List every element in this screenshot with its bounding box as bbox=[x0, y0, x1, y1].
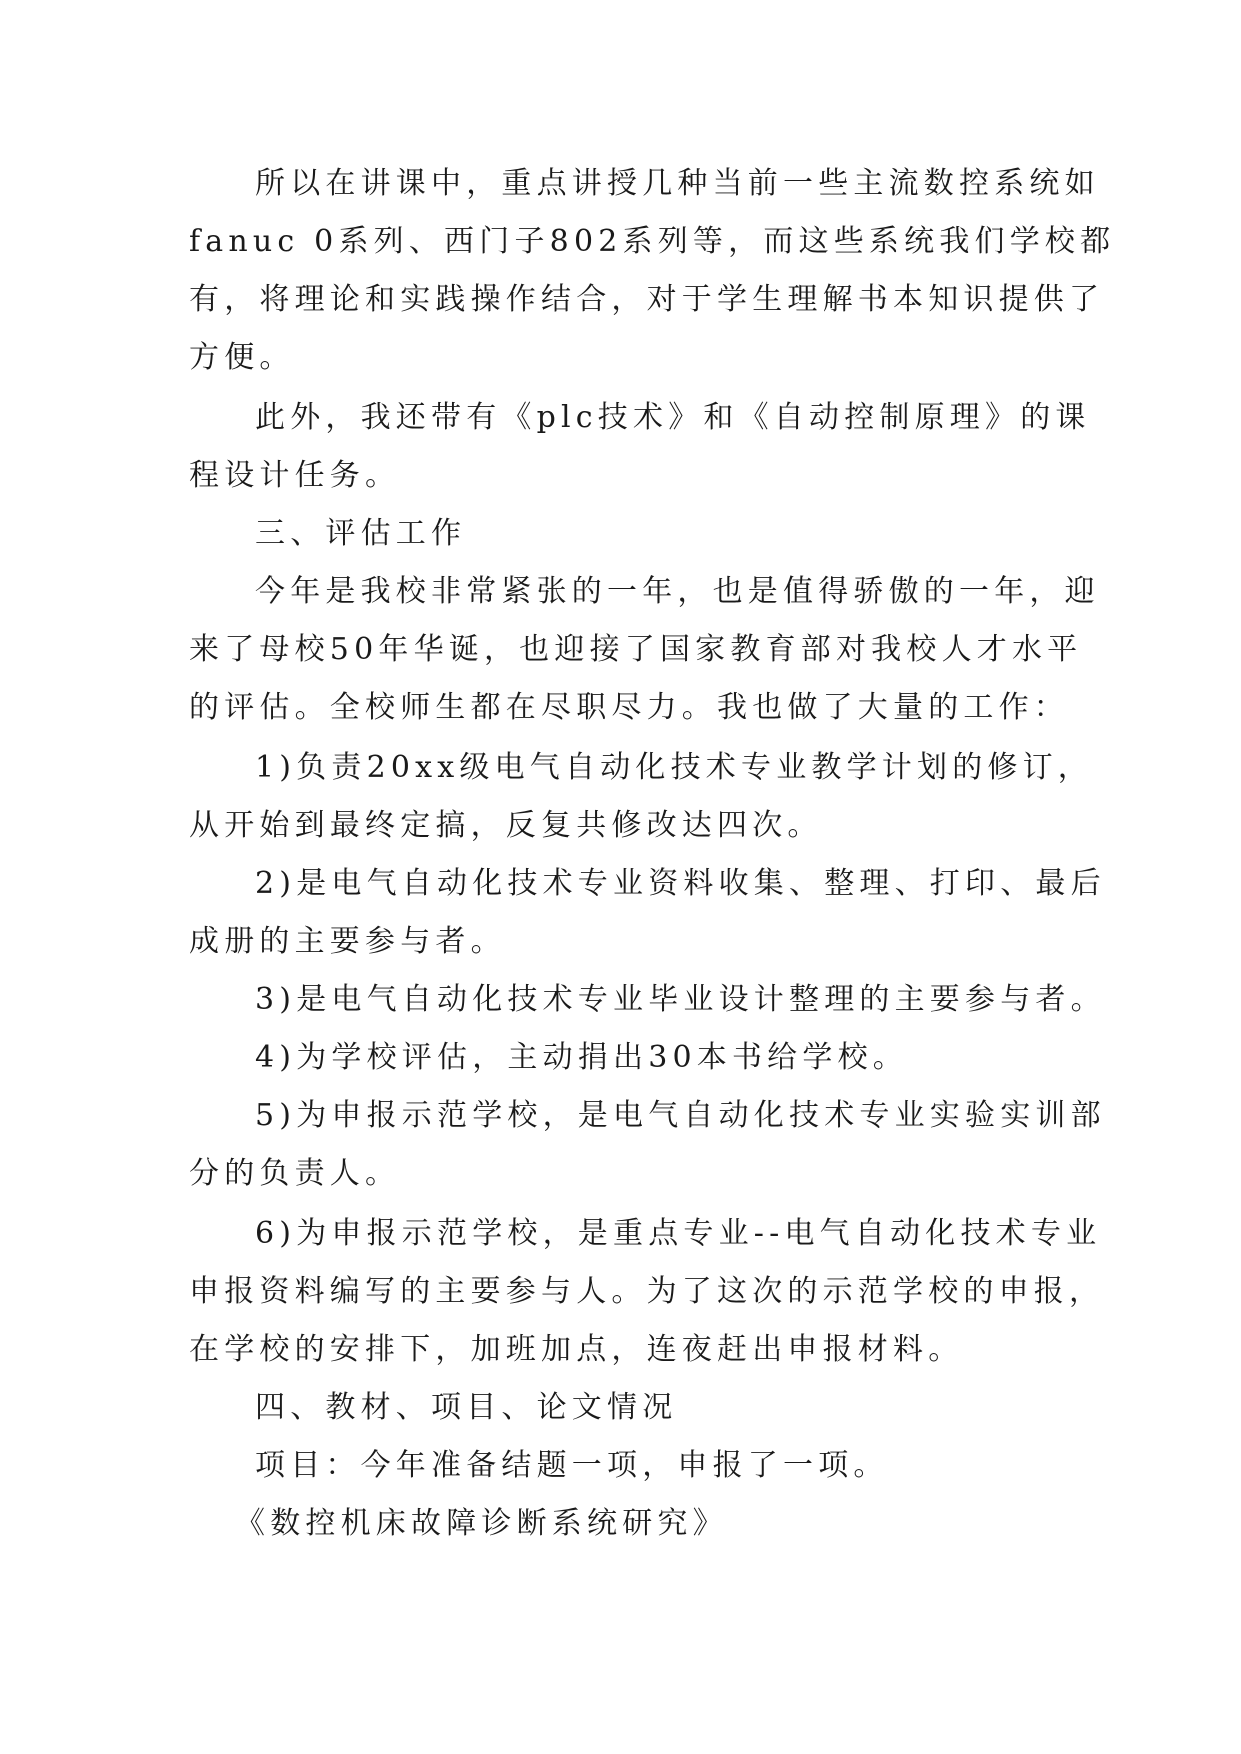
text-line: 程设计任务。 bbox=[189, 458, 401, 493]
list-item: 6)为申报示范学校，是重点专业--电气自动化技术专业 bbox=[255, 1216, 1102, 1251]
text-line: 所以在讲课中，重点讲授几种当前一些主流数控系统如 bbox=[255, 166, 1100, 201]
text-line: fanuc 0系列、西门子802系列等，而这些系统我们学校都 bbox=[189, 224, 1116, 259]
text-line: 有，将理论和实践操作结合，对于学生理解书本知识提供了 bbox=[189, 282, 1105, 317]
text-line: 成册的主要参与者。 bbox=[189, 924, 506, 959]
list-item: 1)负责20xx级电气自动化技术专业教学计划的修订， bbox=[255, 750, 1094, 785]
list-item: 4)为学校评估，主动捐出30本书给学校。 bbox=[255, 1040, 908, 1075]
text-line: 此外，我还带有《plc技术》和《自动控制原理》的课 bbox=[255, 400, 1091, 435]
text-line: 《数控机床故障诊断系统研究》 bbox=[235, 1506, 728, 1541]
text-line: 在学校的安排下，加班加点，连夜赶出申报材料。 bbox=[189, 1332, 964, 1367]
text-line: 方便。 bbox=[189, 340, 295, 375]
list-item: 3)是电气自动化技术专业毕业设计整理的主要参与者。 bbox=[255, 982, 1106, 1017]
section-heading: 四、教材、项目、论文情况 bbox=[255, 1390, 678, 1425]
list-item: 5)为申报示范学校，是电气自动化技术专业实验实训部 bbox=[255, 1098, 1106, 1133]
text-line: 项目：今年准备结题一项，申报了一项。 bbox=[255, 1448, 889, 1483]
text-line: 分的负责人。 bbox=[189, 1156, 401, 1191]
text-line: 来了母校50年华诞，也迎接了国家教育部对我校人才水平 bbox=[189, 632, 1083, 667]
list-item: 2)是电气自动化技术专业资料收集、整理、打印、最后 bbox=[255, 866, 1106, 901]
text-line: 从开始到最终定搞，反复共修改达四次。 bbox=[189, 808, 823, 843]
text-line: 申报资料编写的主要参与人。为了这次的示范学校的申报， bbox=[189, 1274, 1105, 1309]
text-line: 今年是我校非常紧张的一年，也是值得骄傲的一年，迎 bbox=[255, 574, 1100, 609]
section-heading: 三、评估工作 bbox=[255, 516, 467, 551]
text-line: 的评估。全校师生都在尽职尽力。我也做了大量的工作： bbox=[189, 690, 1069, 725]
